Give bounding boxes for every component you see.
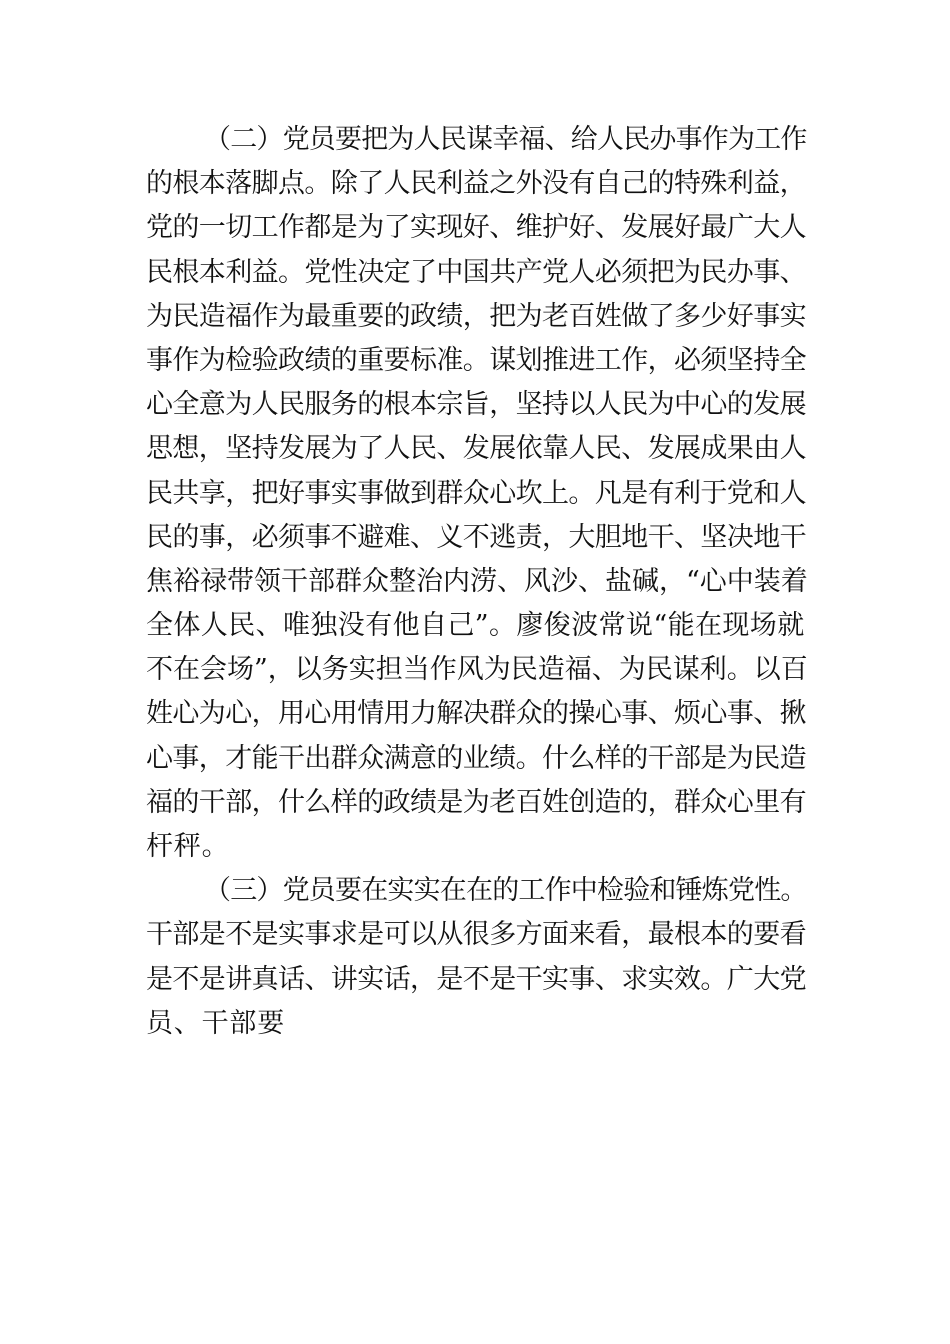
paragraph-line: （三）党员要在实实在在的工作中检验和锤炼党性。	[204, 875, 807, 907]
paragraph-line: 民的事，必须事不避难、义不逃责，大胆地干、坚决地干	[146, 521, 806, 553]
paragraph-line: 心事，才能干出群众满意的业绩。什么样的干部是为民造	[146, 742, 806, 774]
paragraph-line: 全体人民、唯独没有他自己”。廖俊波常说“能在现场就	[146, 610, 805, 642]
paragraph-line: 焦裕禄带领干部群众整治内涝、风沙、盐碱，“心中装着	[146, 565, 808, 597]
paragraph-3	[146, 869, 808, 1046]
paragraph-line: 民根本利益。党性决定了中国共产党人必须把为民办事、	[146, 256, 806, 288]
paragraph-line: 思想，坚持发展为了人民、发展依靠人民、发展成果由人	[146, 433, 806, 465]
paragraph-line: 的根本落脚点。除了人民利益之外没有自己的特殊利益，	[146, 168, 806, 200]
document-body	[146, 118, 808, 1046]
paragraph-line: 员、干部要	[146, 1007, 285, 1039]
paragraph-line: 杆秤。	[146, 831, 230, 862]
paragraph-line: 为民造福作为最重要的政绩，把为老百姓做了多少好事实	[146, 300, 806, 332]
paragraph-line: 民共享，把好事实事做到群众心坎上。凡是有利于党和人	[146, 477, 806, 509]
paragraph-line: 心全意为人民服务的根本宗旨，坚持以人民为中心的发展	[146, 389, 806, 421]
paragraph-2	[146, 118, 808, 869]
paragraph-line: 是不是讲真话、讲实话，是不是干实事、求实效。广大党	[146, 963, 806, 995]
paragraph-line: 党的一切工作都是为了实现好、维护好、发展好最广大人	[146, 212, 806, 244]
paragraph-line: 不在会场”，以务实担当作风为民造福、为民谋利。以百	[146, 654, 808, 686]
paragraph-line: （二）党员要把为人民谋幸福、给人民办事作为工作	[204, 124, 807, 155]
paragraph-line: 姓心为心，用心用情用力解决群众的操心事、烦心事、揪	[146, 698, 806, 730]
paragraph-line: 事作为检验政绩的重要标准。谋划推进工作，必须坚持全	[146, 344, 806, 376]
paragraph-line: 干部是不是实事求是可以从很多方面来看，最根本的要看	[146, 919, 806, 951]
paragraph-line: 福的干部，什么样的政绩是为老百姓创造的，群众心里有	[146, 786, 806, 818]
